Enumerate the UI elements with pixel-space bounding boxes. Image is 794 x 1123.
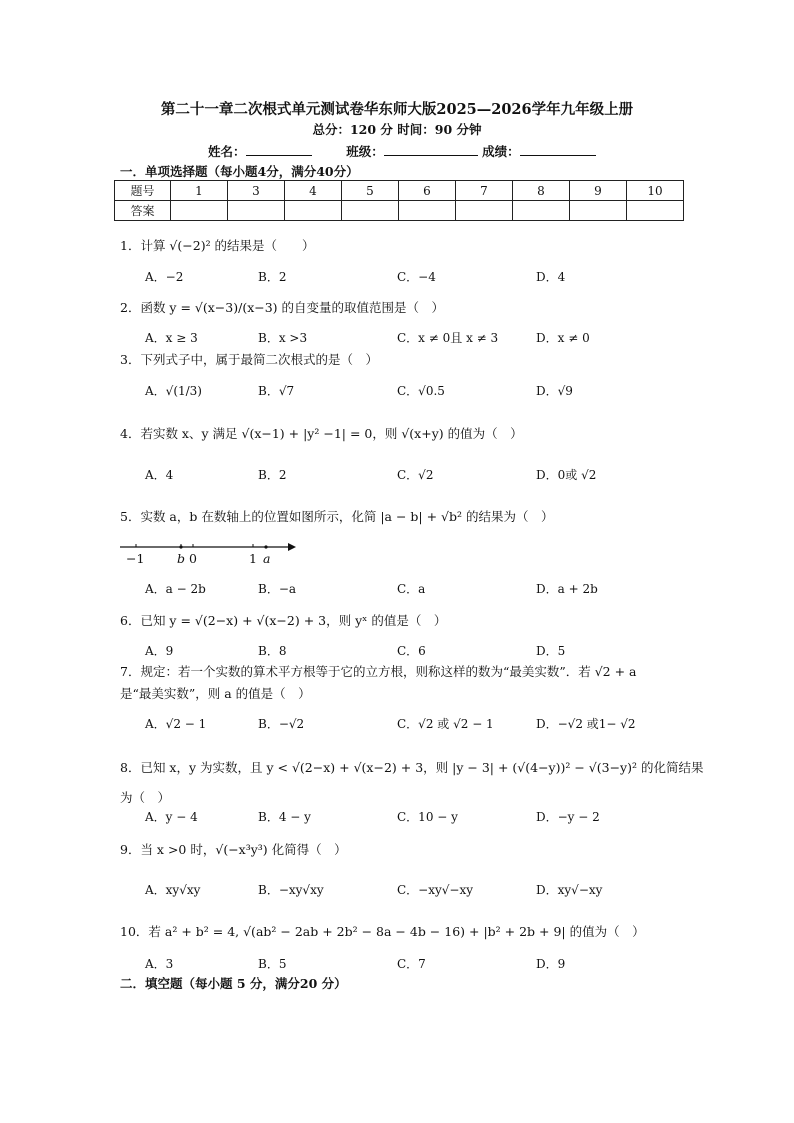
question-9-stem: 9．当 x >0 时，√(−x³y³) 化简得（ ） bbox=[120, 842, 347, 857]
question-7-option-D[interactable]: D．−√2 或1− √2 bbox=[536, 717, 636, 731]
table-cell: 5 bbox=[342, 181, 399, 201]
question-6-stem: 6．已知 y = √(2−x) + √(x−2) + 3，则 yˣ 的值是（ ） bbox=[120, 613, 447, 628]
point-a bbox=[264, 545, 267, 548]
answer-cell[interactable] bbox=[342, 201, 399, 221]
question-5-option-D[interactable]: D．a + 2b bbox=[536, 582, 598, 596]
table-cell: 10 bbox=[627, 181, 684, 201]
table-cell: 3 bbox=[228, 181, 285, 201]
table-cell: 9 bbox=[570, 181, 627, 201]
question-9-option-A[interactable]: A．xy√xy bbox=[145, 883, 201, 897]
question-4-option-D[interactable]: D．0或 √2 bbox=[536, 468, 597, 482]
question-10-option-C[interactable]: C．7 bbox=[397, 957, 426, 971]
class-blank[interactable] bbox=[384, 143, 478, 156]
nl-label-a: a bbox=[263, 551, 271, 566]
question-10-stem: 10．若 a² + b² = 4, √(ab² − 2ab + 2b² − 8a − 4b − 16) + |b² + 2b + 9| 的值为（ ） bbox=[120, 924, 645, 939]
grade-blank[interactable] bbox=[520, 143, 596, 156]
question-5-option-B[interactable]: B．−a bbox=[258, 582, 297, 596]
arrow-icon bbox=[288, 543, 296, 551]
question-1-option-A[interactable]: A．−2 bbox=[145, 270, 184, 284]
question-3-option-A[interactable]: A．√(1/3) bbox=[145, 384, 202, 398]
question-3-option-B[interactable]: B．√7 bbox=[258, 384, 295, 398]
question-8-stem-cont: 为（ ） bbox=[120, 790, 171, 805]
question-6-option-D[interactable]: D．5 bbox=[536, 644, 566, 658]
question-1-stem: 1．计算 √(−2)² 的结果是（ ） bbox=[120, 238, 315, 253]
question-4-option-B[interactable]: B．2 bbox=[258, 468, 287, 482]
table-cell: 8 bbox=[513, 181, 570, 201]
question-5-stem: 5．实数 a，b 在数轴上的位置如图所示，化简 |a − b| + √b² 的结果为（ ） bbox=[120, 509, 554, 524]
question-1-option-B[interactable]: B．2 bbox=[258, 270, 287, 284]
question-7-option-A[interactable]: A．√2 − 1 bbox=[145, 717, 207, 731]
grade-label: 成绩： bbox=[482, 144, 520, 159]
answer-table bbox=[114, 180, 684, 221]
table-cell: 7 bbox=[456, 181, 513, 201]
answer-cell[interactable] bbox=[513, 201, 570, 221]
answer-cell[interactable] bbox=[456, 201, 513, 221]
question-9-option-C[interactable]: C．−xy√−xy bbox=[397, 883, 474, 897]
table-row bbox=[115, 201, 684, 221]
row-label: 答案 bbox=[115, 201, 171, 221]
name-blank[interactable] bbox=[246, 143, 312, 156]
question-2-stem: 2．函数 y = √(x−3)/(x−3) 的自变量的取值范围是（ ） bbox=[120, 300, 445, 315]
question-8-option-B[interactable]: B．4 − y bbox=[258, 810, 311, 824]
question-7-stem: 7．规定：若一个实数的算术平方根等于它的立方根，则称这样的数为“最美实数”．若 √2 + a bbox=[120, 664, 637, 679]
number-line bbox=[118, 536, 298, 570]
table-row bbox=[115, 181, 684, 201]
question-4-option-A[interactable]: A．4 bbox=[145, 468, 174, 482]
question-2-option-A[interactable]: A．x ≥ 3 bbox=[145, 331, 198, 345]
question-2-option-B[interactable]: B．x >3 bbox=[258, 331, 308, 345]
answer-cell[interactable] bbox=[285, 201, 342, 221]
table-cell: 4 bbox=[285, 181, 342, 201]
question-1-option-C[interactable]: C．−4 bbox=[397, 270, 436, 284]
question-8-option-D[interactable]: D．−y − 2 bbox=[536, 810, 600, 824]
answer-cell[interactable] bbox=[171, 201, 228, 221]
name-label: 姓名： bbox=[208, 144, 246, 159]
question-7-stem-cont: 是“最美实数”，则 a 的值是（ ） bbox=[120, 686, 311, 701]
question-7-option-B[interactable]: B．−√2 bbox=[258, 717, 305, 731]
question-2-option-C[interactable]: C．x ≠ 0且 x ≠ 3 bbox=[397, 331, 499, 345]
question-5-option-C[interactable]: C．a bbox=[397, 582, 426, 596]
question-10-option-B[interactable]: B．5 bbox=[258, 957, 287, 971]
question-8-stem: 8．已知 x，y 为实数，且 y < √(2−x) + √(x−2) + 3，则 |y − 3| + (√(4−y))² − √(3−y)² 的化简结果 bbox=[120, 760, 704, 775]
question-3-option-D[interactable]: D．√9 bbox=[536, 384, 573, 398]
question-6-option-C[interactable]: C．6 bbox=[397, 644, 426, 658]
answer-cell[interactable] bbox=[399, 201, 456, 221]
row-label: 题号 bbox=[115, 181, 171, 201]
student-info-line bbox=[208, 142, 596, 160]
question-2-option-D[interactable]: D．x ≠ 0 bbox=[536, 331, 590, 345]
score-time: 总分：120 分 时间：90 分钟 bbox=[312, 122, 482, 137]
table-cell: 1 bbox=[171, 181, 228, 201]
question-4-stem: 4．若实数 x、y 满足 √(x−1) + |y² −1| = 0，则 √(x+y) 的值为（ ） bbox=[120, 426, 523, 441]
answer-cell[interactable] bbox=[570, 201, 627, 221]
question-3-stem: 3．下列式子中，属于最简二次根式的是（ ） bbox=[120, 352, 378, 367]
nl-label-1: 1 bbox=[249, 551, 257, 566]
nl-label-b: b bbox=[177, 551, 186, 566]
question-9-option-D[interactable]: D．xy√−xy bbox=[536, 883, 603, 897]
question-7-option-C[interactable]: C．√2 或 √2 − 1 bbox=[397, 717, 494, 731]
page-title: 第二十一章二次根式单元测试卷华东师大版2025—2026学年九年级上册 bbox=[160, 101, 634, 118]
nl-label-minus1: −1 bbox=[126, 551, 145, 566]
question-4-option-C[interactable]: C．√2 bbox=[397, 468, 434, 482]
point-b bbox=[179, 545, 182, 548]
question-8-option-A[interactable]: A．y − 4 bbox=[145, 810, 198, 824]
question-10-option-A[interactable]: A．3 bbox=[145, 957, 174, 971]
answer-cell[interactable] bbox=[627, 201, 684, 221]
question-6-option-B[interactable]: B．8 bbox=[258, 644, 287, 658]
section2-heading: 二．填空题（每小题 5 分，满分20 分） bbox=[120, 976, 347, 991]
section1-heading: 一．单项选择题（每小题4分，满分40分） bbox=[120, 164, 359, 179]
question-10-option-D[interactable]: D．9 bbox=[536, 957, 566, 971]
answer-cell[interactable] bbox=[228, 201, 285, 221]
question-6-option-A[interactable]: A．9 bbox=[145, 644, 174, 658]
question-5-option-A[interactable]: A．a − 2b bbox=[145, 582, 206, 596]
question-1-option-D[interactable]: D．4 bbox=[536, 270, 566, 284]
class-label: 班级： bbox=[346, 144, 384, 159]
table-cell: 6 bbox=[399, 181, 456, 201]
nl-label-0: 0 bbox=[189, 551, 197, 566]
question-8-option-C[interactable]: C．10 − y bbox=[397, 810, 458, 824]
question-3-option-C[interactable]: C．√0.5 bbox=[397, 384, 445, 398]
question-9-option-B[interactable]: B．−xy√xy bbox=[258, 883, 324, 897]
